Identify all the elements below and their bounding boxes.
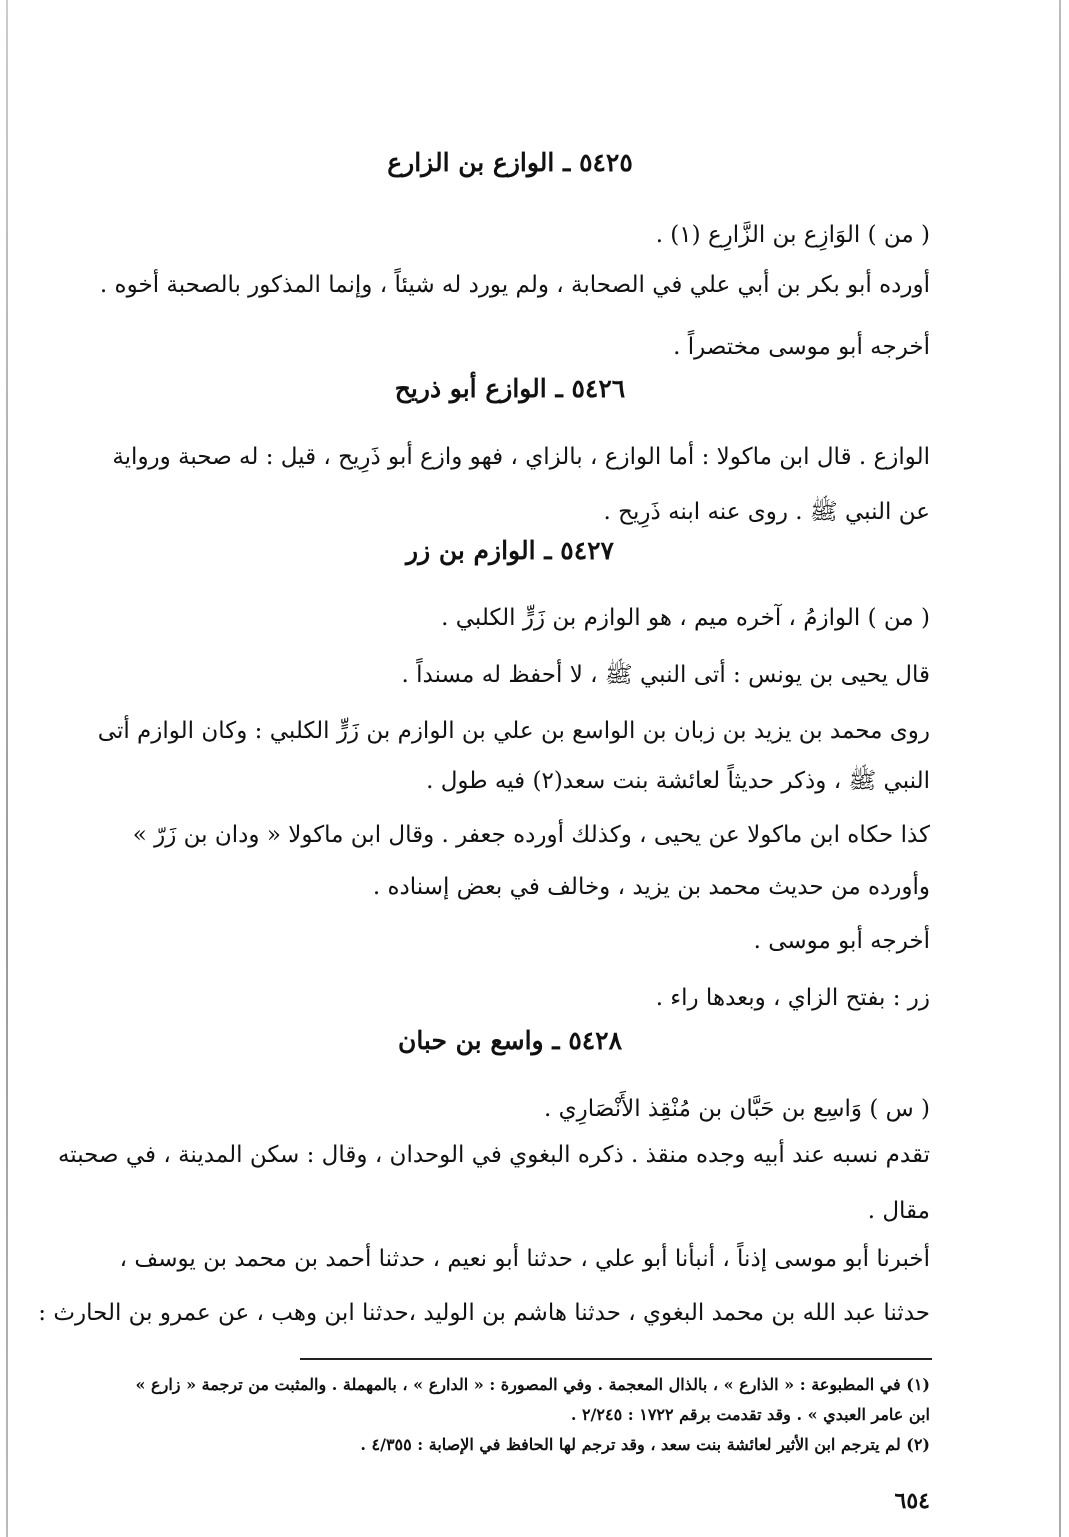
- scan-edge-right: [1059, 0, 1061, 1537]
- entry-heading-5426: ٥٤٢٦ ـ الوازع أبو ذريح: [394, 374, 626, 403]
- text-line: أورده أبو بكر بن أبي علي في الصحابة ، ولم يورد له شيئاً ، وإنما المذكور بالصحبة أخوه .: [99, 272, 930, 298]
- text-line: مقال .: [867, 1198, 930, 1224]
- page-number: ٦٥٤: [894, 1488, 930, 1514]
- text-line: أخرجه أبو موسى مختصراً .: [673, 334, 930, 360]
- text-line: زر : بفتح الزاي ، وبعدها راء .: [655, 985, 930, 1011]
- footnote-2: (٢) لم يترجم ابن الأثير لعائشة بنت سعد ، وقد ترجم لها الحافظ في الإصابة : ٤/٣٥٥ .: [360, 1435, 930, 1454]
- entry-heading-5425: ٥٤٢٥ ـ الوازع بن الزارع: [387, 148, 633, 177]
- text-line: أخبرنا أبو موسى إذناً ، أنبأنا أبو علي ، حدثنا أبو نعيم ، حدثنا أحمد بن محمد بن يوسف ،: [119, 1246, 930, 1272]
- text-line: قال يحيى بن يونس : أتى النبي ﷺ ، لا أحفظ له مسنداً .: [401, 662, 930, 688]
- text-line: النبي ﷺ ، وذكر حديثاً لعائشة بنت سعد(٢) فيه طول .: [426, 768, 930, 794]
- entry-heading-5428: ٥٤٢٨ ـ واسع بن حبان: [397, 1026, 623, 1055]
- text-line: ( س ) وَاسِع بن حَبَّان بن مُنْقِذ الأَنْصَارِي .: [544, 1096, 930, 1122]
- text-line: ( من ) الوازمُ ، آخره ميم ، هو الوازم بن زَرٍّ الكلبي .: [441, 605, 930, 631]
- scan-edge-left: [6, 0, 8, 1537]
- text-line: وأورده من حديث محمد بن يزيد ، وخالف في بعض إسناده .: [372, 874, 930, 900]
- footnote-divider: [300, 1358, 932, 1360]
- text-line: روى محمد بن يزيد بن زبان بن الواسع بن علي بن الوازم بن زَرٍّ الكلبي : وكان الوازم أتى: [97, 718, 930, 744]
- text-line: تقدم نسبه عند أبيه وجده منقذ . ذكره البغوي في الوحدان ، وقال : سكن المدينة ، في صحبته: [57, 1142, 930, 1168]
- text-line: الوازع . قال ابن ماكولا : أما الوازع ، بالزاي ، فهو وازع أبو ذَرِيح ، قيل : له صحبة ورواية: [112, 444, 930, 470]
- text-line: أخرجه أبو موسى .: [753, 928, 930, 954]
- text-line: حدثنا عبد الله بن محمد البغوي ، حدثنا هاشم بن الوليد ،حدثنا ابن وهب ، عن عمرو بن الحارث :: [38, 1300, 930, 1326]
- text-line: ( من ) الوَازِع بن الزَّارِع (١) .: [655, 222, 930, 248]
- footnote-1-line-2: ابن عامر العبدي » . وقد تقدمت برقم ١٧٢٢ : ٢/٢٤٥ .: [570, 1405, 930, 1424]
- text-line: عن النبي ﷺ . روى عنه ابنه ذَرِيح .: [603, 499, 930, 525]
- footnote-1-line-1: (١) في المطبوعة : « الذارع » ، بالذال المعجمة . وفي المصورة : « الدارع » ، بالمهملة . والمثبت من ترجمة « زارع »: [135, 1375, 930, 1394]
- entry-heading-5427: ٥٤٢٧ ـ الوازم بن زر: [406, 536, 614, 565]
- text-line: كذا حكاه ابن ماكولا عن يحيى ، وكذلك أورده جعفر . وقال ابن ماكولا « ودان بن زَرّ »: [132, 822, 930, 848]
